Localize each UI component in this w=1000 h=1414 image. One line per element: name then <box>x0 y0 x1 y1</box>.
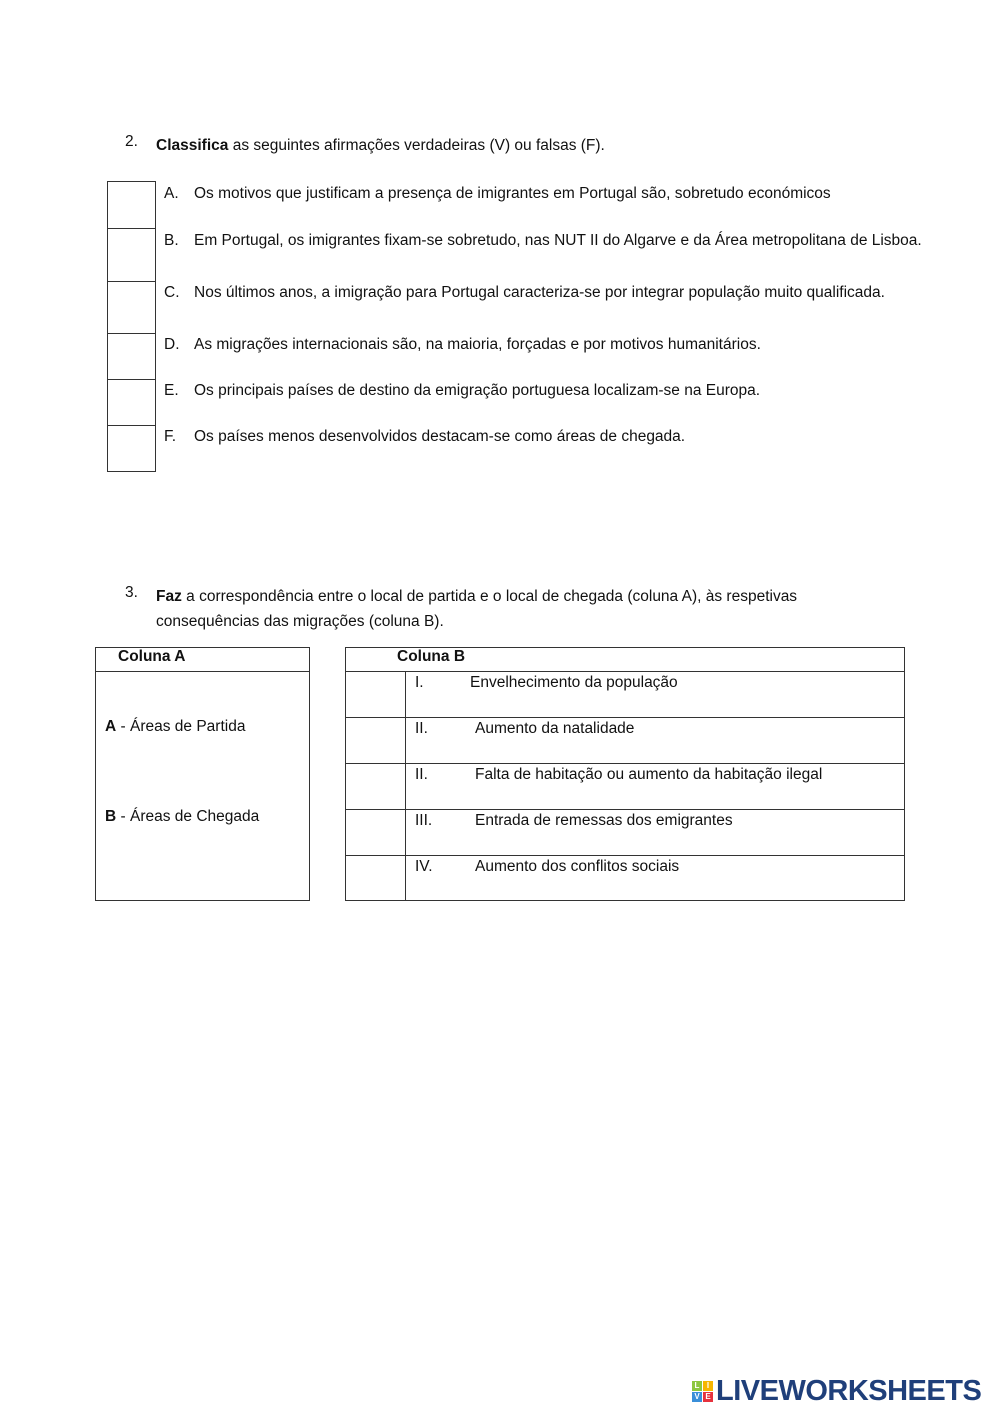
statement-letter: F. <box>164 428 177 445</box>
column-a-table <box>95 647 310 901</box>
match-input[interactable] <box>346 764 406 810</box>
logo-letter: L <box>692 1381 702 1391</box>
question-number: 2. <box>125 133 138 150</box>
column-a-item-a <box>105 718 245 736</box>
column-b-row <box>346 718 905 764</box>
logo-icon <box>692 1381 713 1402</box>
logo-letter: E <box>703 1392 713 1402</box>
question-number: 3. <box>125 584 138 601</box>
logo-letter: I <box>703 1381 713 1391</box>
column-a-header: Coluna A <box>96 648 310 672</box>
answer-box-b[interactable] <box>107 228 156 282</box>
answer-box-e[interactable] <box>107 379 156 426</box>
match-input[interactable] <box>346 856 406 901</box>
match-input[interactable] <box>346 718 406 764</box>
statement-text: As migrações internacionais são, na maioria, forçadas e por motivos humanitários. <box>194 336 761 353</box>
liveworksheets-logo <box>692 1375 981 1408</box>
answer-box-d[interactable] <box>107 333 156 380</box>
statement-letter: E. <box>164 382 179 399</box>
statement-text: Os principais países de destino da emigração portuguesa localizam-se na Europa. <box>194 382 761 399</box>
item-number: IV. <box>415 858 433 875</box>
answer-box-f[interactable] <box>107 425 156 472</box>
question-text: as seguintes afirmações verdadeiras (V) ou falsas (F). <box>228 137 605 154</box>
question-verb: Classifica <box>156 137 229 154</box>
statement-text: Os motivos que justificam a presença de imigrantes em Portugal são, sobretudo económicos <box>194 185 831 202</box>
item-number: I. <box>415 674 424 691</box>
answer-box-c[interactable] <box>107 281 156 334</box>
question-text: a correspondência entre o local de partida e o local de chegada (coluna A), às respetivas consequências das migrações (coluna B). <box>156 588 798 630</box>
column-b-row <box>346 672 905 718</box>
column-b-row <box>346 856 905 901</box>
column-b-row <box>346 764 905 810</box>
item-number: II. <box>415 766 428 783</box>
column-b-row <box>346 810 905 856</box>
statement-text: Nos últimos anos, a imigração para Portugal caracteriza-se por integrar população muito qualificada. <box>194 284 885 301</box>
statement-letter: D. <box>164 336 180 353</box>
item-text: Aumento da natalidade <box>475 720 635 737</box>
item-text: Entrada de remessas dos emigrantes <box>475 812 733 829</box>
answer-box-a[interactable] <box>107 181 156 229</box>
item-text: - Áreas de Chegada <box>116 808 260 825</box>
column-a-item-b <box>105 808 259 826</box>
logo-text: LIVEWORKSHEETS <box>716 1375 982 1407</box>
column-b-header: Coluna B <box>346 648 905 672</box>
statement-text: Os países menos desenvolvidos destacam-se como áreas de chegada. <box>194 428 686 445</box>
match-input[interactable] <box>346 672 406 718</box>
logo-letter: V <box>692 1392 702 1402</box>
item-key: A <box>105 718 117 735</box>
item-text: Falta de habitação ou aumento da habitação ilegal <box>475 766 823 783</box>
statement-letter: A. <box>164 185 179 202</box>
item-text: Aumento dos conflitos sociais <box>475 858 680 875</box>
item-number: II. <box>415 720 428 737</box>
question-verb: Faz <box>156 588 182 605</box>
column-b-table <box>345 647 905 901</box>
item-text: Envelhecimento da população <box>470 674 678 691</box>
item-key: B <box>105 808 117 825</box>
statement-letter: C. <box>164 284 180 301</box>
statement-text: Em Portugal, os imigrantes fixam-se sobretudo, nas NUT II do Algarve e da Área metropolitana de Lisboa. <box>194 232 922 249</box>
item-number: III. <box>415 812 433 829</box>
item-text: - Áreas de Partida <box>116 718 246 735</box>
statement-letter: B. <box>164 232 179 249</box>
match-input[interactable] <box>346 810 406 856</box>
